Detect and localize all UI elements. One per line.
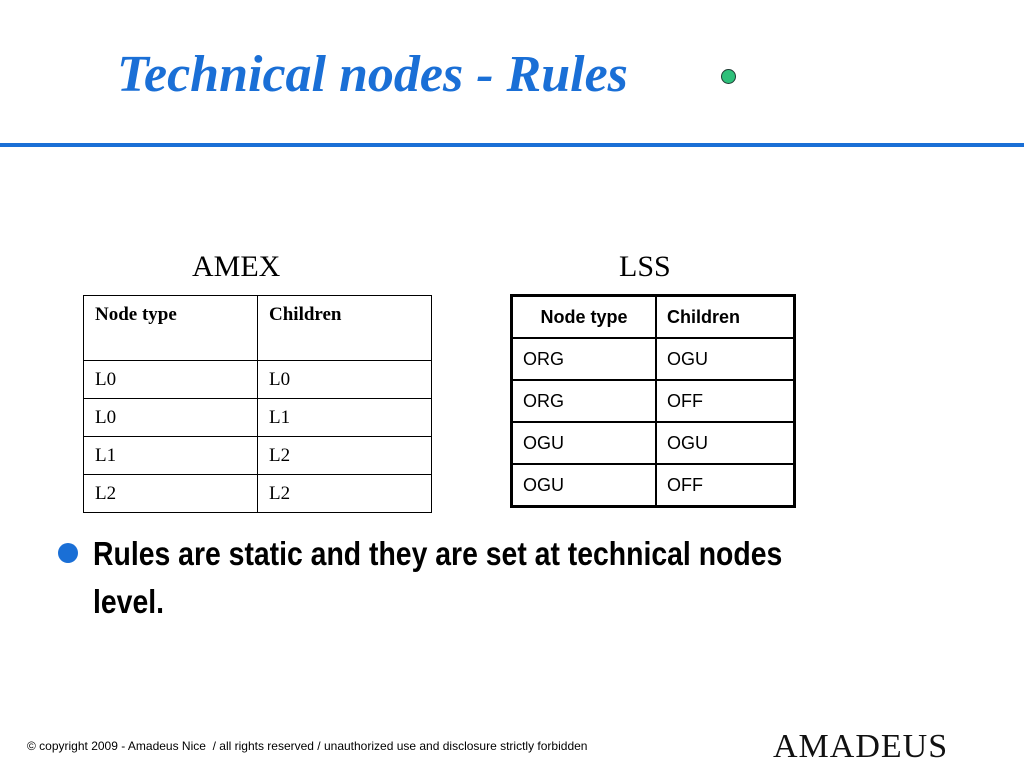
cell-children: L2 <box>258 475 432 513</box>
header-node-type: Node type <box>512 296 657 339</box>
table-row <box>84 475 432 513</box>
table-row <box>512 464 795 507</box>
table-row <box>512 380 795 422</box>
cell-children: L2 <box>258 437 432 475</box>
cell-children: L0 <box>258 361 432 399</box>
cell-node-type: OGU <box>512 422 657 464</box>
cell-children: OGU <box>656 338 795 380</box>
cell-node-type: ORG <box>512 380 657 422</box>
cell-node-type: L0 <box>84 399 258 437</box>
cell-children: OGU <box>656 422 795 464</box>
header-children: Children <box>258 296 432 361</box>
cell-children: L1 <box>258 399 432 437</box>
cell-node-type: OGU <box>512 464 657 507</box>
lss-rules-table <box>510 294 796 508</box>
cell-node-type: L0 <box>84 361 258 399</box>
cell-children: OFF <box>656 380 795 422</box>
slide-title: Technical nodes - Rules <box>117 46 628 103</box>
title-divider <box>0 143 1024 147</box>
table-row <box>512 422 795 464</box>
cell-node-type: ORG <box>512 338 657 380</box>
table-row <box>84 437 432 475</box>
cell-node-type: L1 <box>84 437 258 475</box>
logo-text: amadeus <box>773 715 949 768</box>
header-children: Children <box>656 296 795 339</box>
cell-node-type: L2 <box>84 475 258 513</box>
lss-caption: LSS <box>619 250 671 283</box>
amex-rules-table <box>83 295 432 513</box>
bullet-icon <box>58 543 78 563</box>
table-row <box>84 361 432 399</box>
green-dot-icon <box>721 69 736 84</box>
amadeus-logo <box>773 712 948 770</box>
table-row <box>512 338 795 380</box>
header-node-type: Node type <box>84 296 258 361</box>
table-header-row <box>512 296 795 339</box>
cell-children: OFF <box>656 464 795 507</box>
copyright-notice: © copyright 2009 - Amadeus Nice / all rights reserved / unauthorized use and disclosure strictly forbidden <box>27 739 588 753</box>
bullet-text: Rules are static and they are set at technical nodes level. <box>93 535 783 620</box>
amex-caption: AMEX <box>192 250 281 283</box>
table-header-row <box>84 296 432 361</box>
table-row <box>84 399 432 437</box>
